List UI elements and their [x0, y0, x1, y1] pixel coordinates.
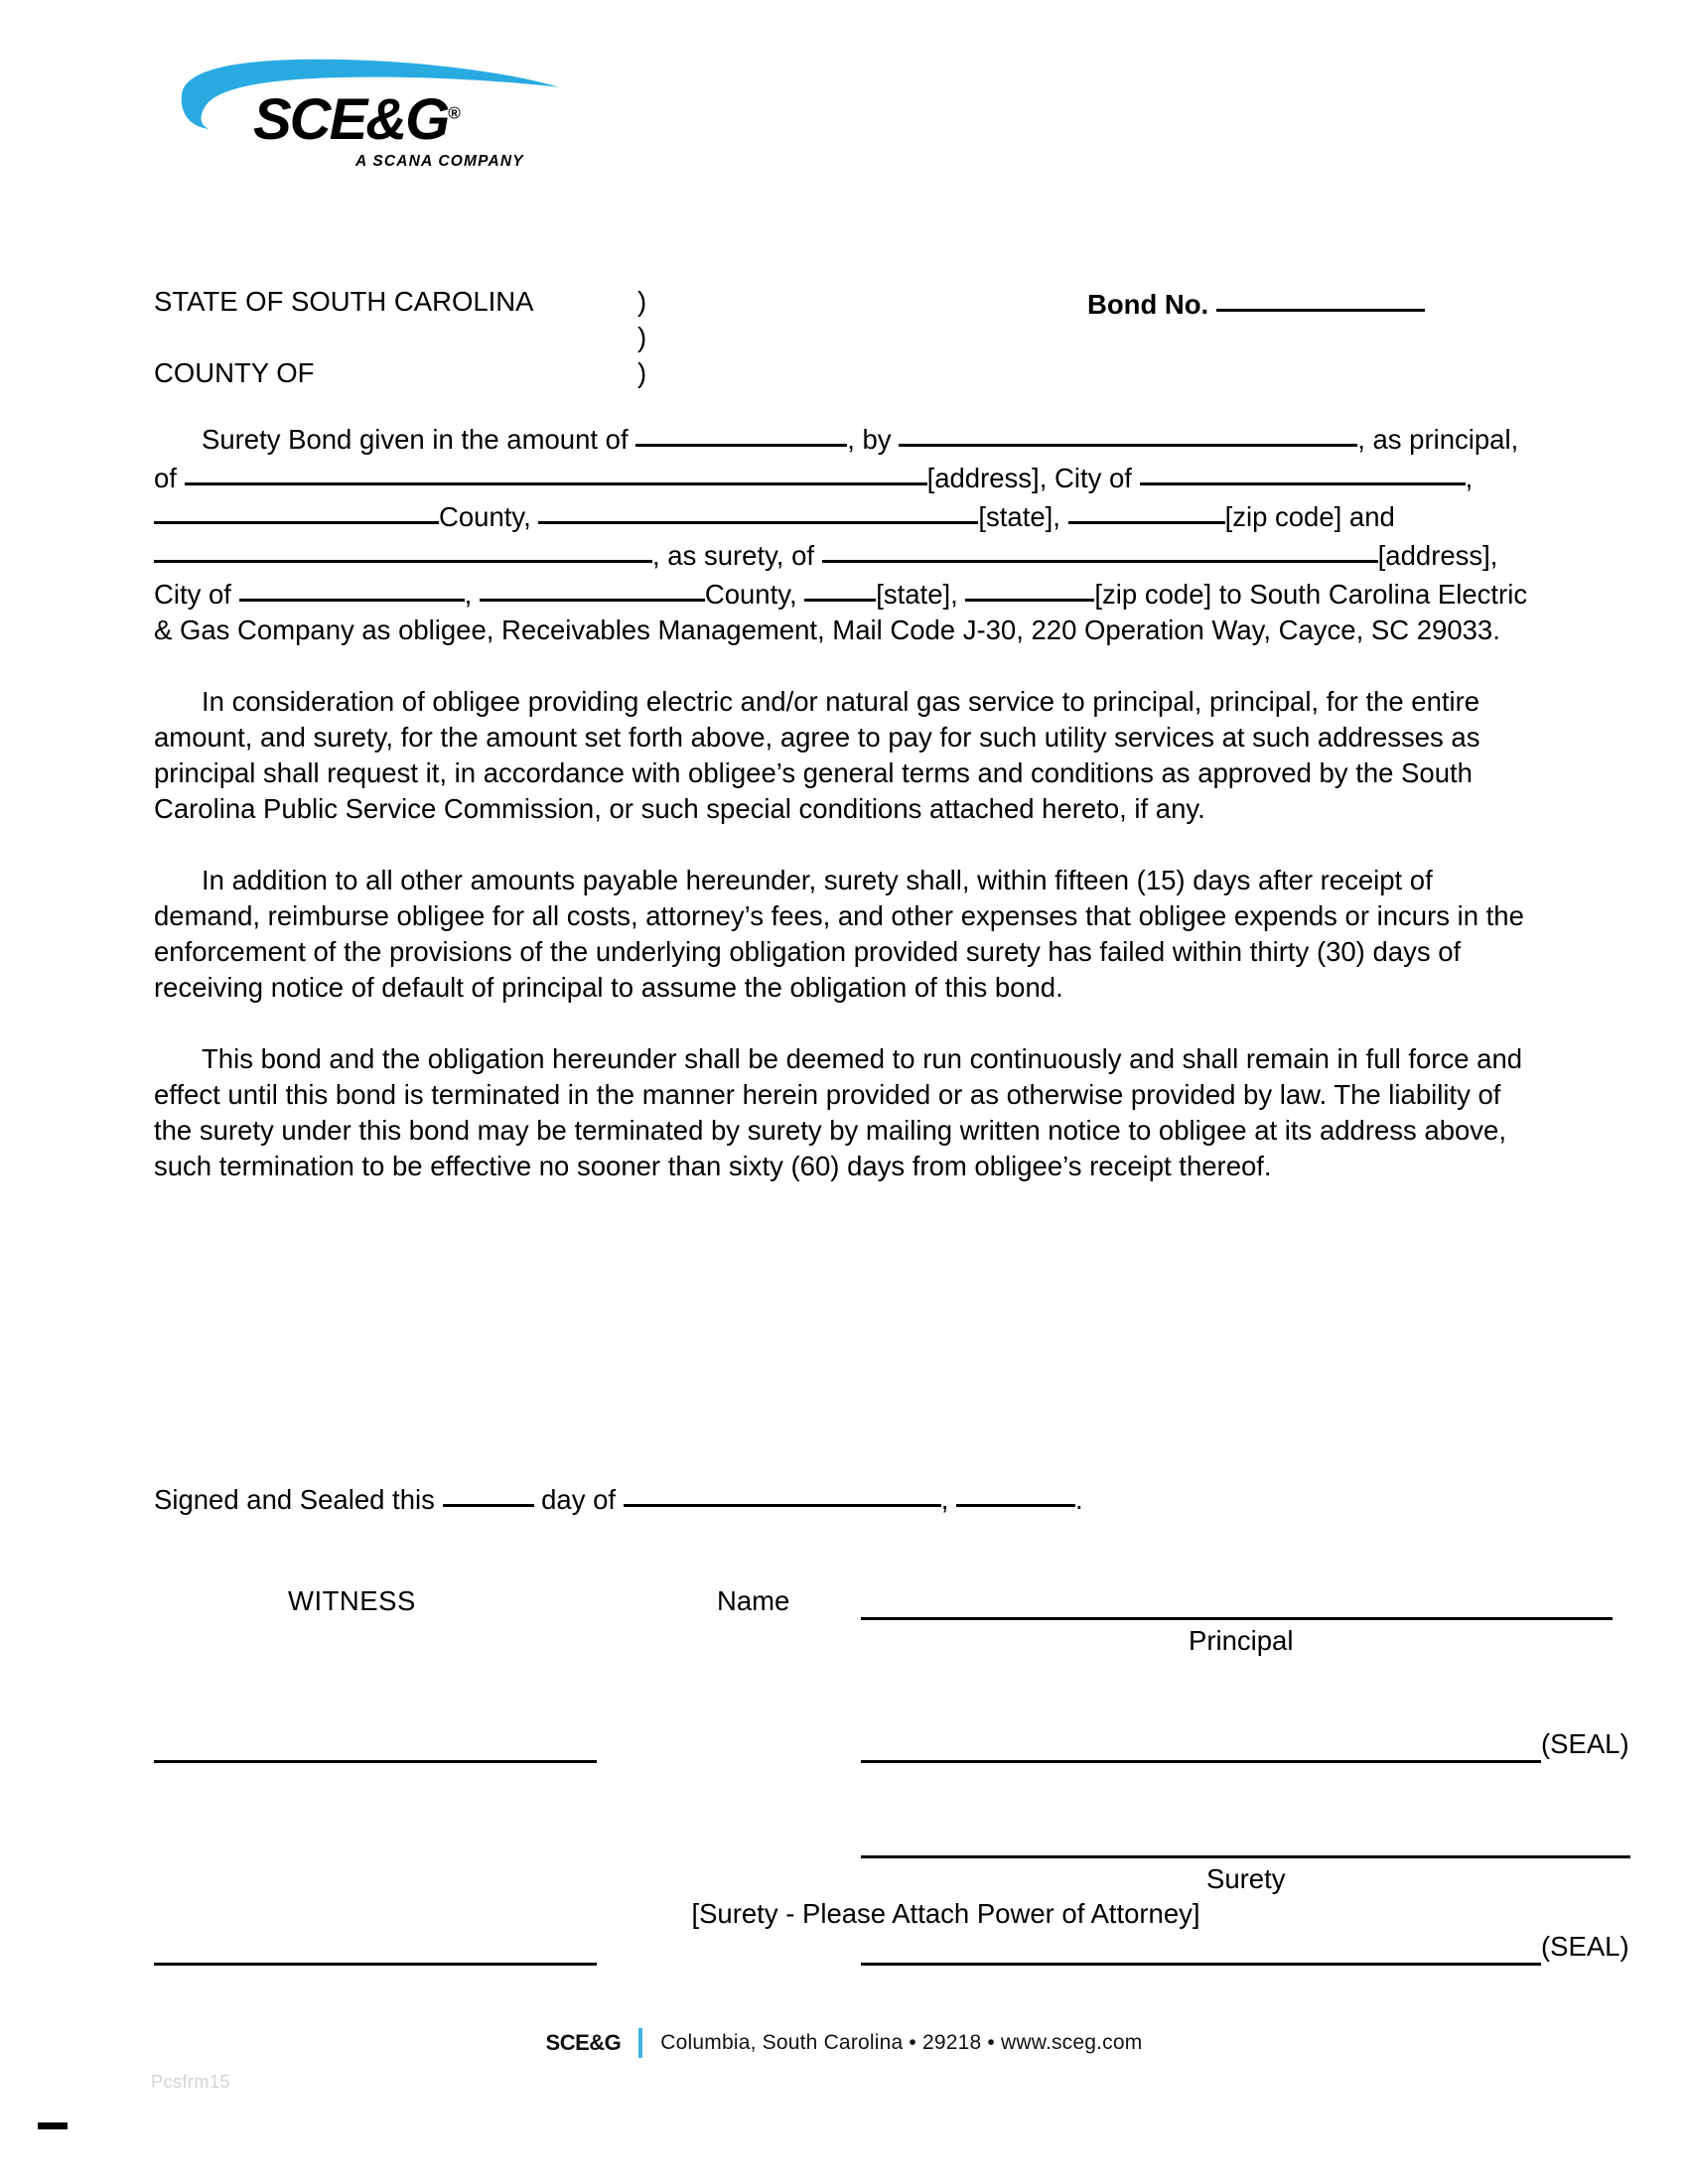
p1-seg-9: , as surety, of	[652, 540, 822, 571]
surety-signature-rule[interactable]	[861, 1963, 1541, 1966]
document-body	[154, 284, 1539, 1184]
footer-address-text: Columbia, South Carolina • 29218 • www.sceg.com	[660, 2031, 1143, 2054]
brace-middle: )	[637, 322, 647, 352]
principal-city-blank[interactable]	[1140, 458, 1466, 485]
signed-day-blank[interactable]	[443, 1479, 534, 1507]
scan-edge-mark	[38, 2122, 68, 2129]
logo-tagline: A SCANA COMPANY	[355, 153, 524, 170]
p1-seg-5: ,	[1465, 463, 1474, 493]
paragraph-additional-amounts	[154, 863, 1539, 1006]
footer-logo-mark: SCE&G	[545, 2030, 622, 2055]
state-label: STATE OF SOUTH CAROLINA	[154, 286, 534, 317]
bond-no-field	[1087, 284, 1425, 323]
surety-city-blank[interactable]	[239, 574, 465, 602]
brace-top: )	[637, 286, 647, 317]
brace-bottom: )	[637, 357, 647, 388]
principal-county-blank[interactable]	[154, 496, 439, 524]
surety-county-blank[interactable]	[480, 574, 705, 602]
p1-seg-1: Surety Bond given in the amount of	[202, 424, 636, 455]
bond-no-blank[interactable]	[1216, 284, 1425, 312]
name-label: Name	[717, 1585, 790, 1616]
principal-name-blank[interactable]	[899, 419, 1357, 447]
p1-seg-8: [zip code] and	[1224, 501, 1395, 532]
surety-state-blank[interactable]	[804, 574, 876, 602]
principal-caption: Principal	[1189, 1625, 1294, 1656]
surety-name-rule[interactable]	[861, 1855, 1630, 1858]
bond-no-label: Bond No.	[1087, 289, 1209, 320]
signature-area	[154, 1479, 1629, 2030]
p1-seg-14: [zip code]	[1094, 579, 1212, 610]
surety-address-blank[interactable]	[822, 535, 1378, 563]
p1-seg-11: ,	[464, 579, 480, 610]
seal-label-principal: (SEAL)	[1541, 1728, 1629, 1759]
paragraph-additional-amounts-text: In addition to all other amounts payable hereunder, surety shall, within fifteen (15) days after receipt of demand, reimburse obligee for all costs, attorney’s fees, and other expenses that obligee expends or incurs in the enforcement of the provisions of the underlying obligation provided surety has failed within thirty (30) days of receiving notice of default of principal to assume the obligation of this bond.	[154, 865, 1524, 1003]
signed-mid: day of	[533, 1484, 624, 1515]
principal-name-rule[interactable]	[861, 1617, 1613, 1620]
principal-signature-rule[interactable]	[861, 1760, 1541, 1763]
signed-year-blank[interactable]	[956, 1479, 1075, 1507]
form-code-label: Pcsfrm15	[151, 2072, 231, 2092]
signature-grid-primary	[154, 1583, 1629, 1911]
surety-name-blank[interactable]	[154, 535, 652, 563]
header-row-middle	[154, 320, 1539, 355]
paragraph-continuity-termination-text: This bond and the obligation hereunder shall be deemed to run continuously and shall remain in full force and effect until this bond is terminated in the manner herein provided or as otherwise provided by law. The liability of the surety under this bond may be terminated by surety by mailing written notice to obligee at its address above, such termination to be effective no sooner than sixty (60) days from obligee’s receipt thereof.	[154, 1043, 1523, 1181]
surety-caption: Surety	[1206, 1863, 1286, 1894]
paragraph-consideration	[154, 684, 1539, 827]
paragraph-consideration-text: In consideration of obligee providing electric and/or natural gas service to principal, principal, for the entire amount, and surety, for the amount set forth above, agree to pay for such utility services at such addresses as principal shall request it, in accordance with obligee’s general terms and conditions as approved by the South Carolina Public Service Commission, or such special conditions attached hereto, if any.	[154, 686, 1480, 824]
p1-seg-3: , as principal, of	[154, 424, 1519, 493]
p1-seg-6: County,	[439, 501, 539, 532]
amount-blank[interactable]	[635, 419, 847, 447]
principal-zip-blank[interactable]	[1068, 496, 1225, 524]
p1-seg-2: , by	[847, 424, 900, 455]
witness-signature-rule-1[interactable]	[154, 1760, 597, 1763]
header-row-state	[154, 284, 1539, 320]
signed-and-sealed-line	[154, 1479, 1539, 1518]
logo-wordmark: SCE&G®	[253, 87, 461, 152]
witness-label: WITNESS	[288, 1585, 416, 1616]
signed-comma: ,	[940, 1484, 956, 1515]
footer-divider	[638, 2028, 642, 2058]
page-footer	[0, 2028, 1688, 2058]
paragraph-continuity-termination	[154, 1041, 1539, 1184]
sceg-logo	[174, 58, 571, 170]
principal-address-blank[interactable]	[185, 458, 927, 485]
paragraph-recital	[154, 419, 1539, 648]
p1-seg-15: to South Carolina Electric & Gas Company as obligee, Receivables Management, Mail Code J-30, 220 Operation Way, Cayce, SC 29033.	[154, 579, 1528, 645]
signed-period: .	[1074, 1484, 1083, 1515]
witness-signature-rule-2[interactable]	[154, 1963, 597, 1966]
surety-zip-blank[interactable]	[965, 574, 1094, 602]
p1-seg-4: [address], City of	[926, 463, 1140, 493]
signed-month-blank[interactable]	[624, 1479, 941, 1507]
p1-seg-12: County,	[704, 579, 805, 610]
p1-seg-13: [state],	[876, 579, 966, 610]
county-label: COUNTY OF	[154, 357, 315, 388]
power-of-attorney-note: [Surety - Please Attach Power of Attorney]	[691, 1898, 1200, 1929]
header-row-county	[154, 355, 1539, 391]
seal-label-surety: (SEAL)	[1541, 1931, 1629, 1962]
p1-seg-7: [state],	[978, 501, 1068, 532]
signed-prefix: Signed and Sealed this	[154, 1484, 443, 1515]
p1-seg-10: [address], City of	[154, 540, 1498, 610]
registered-trademark-icon: ®	[448, 103, 461, 123]
principal-state-blank[interactable]	[538, 496, 978, 524]
